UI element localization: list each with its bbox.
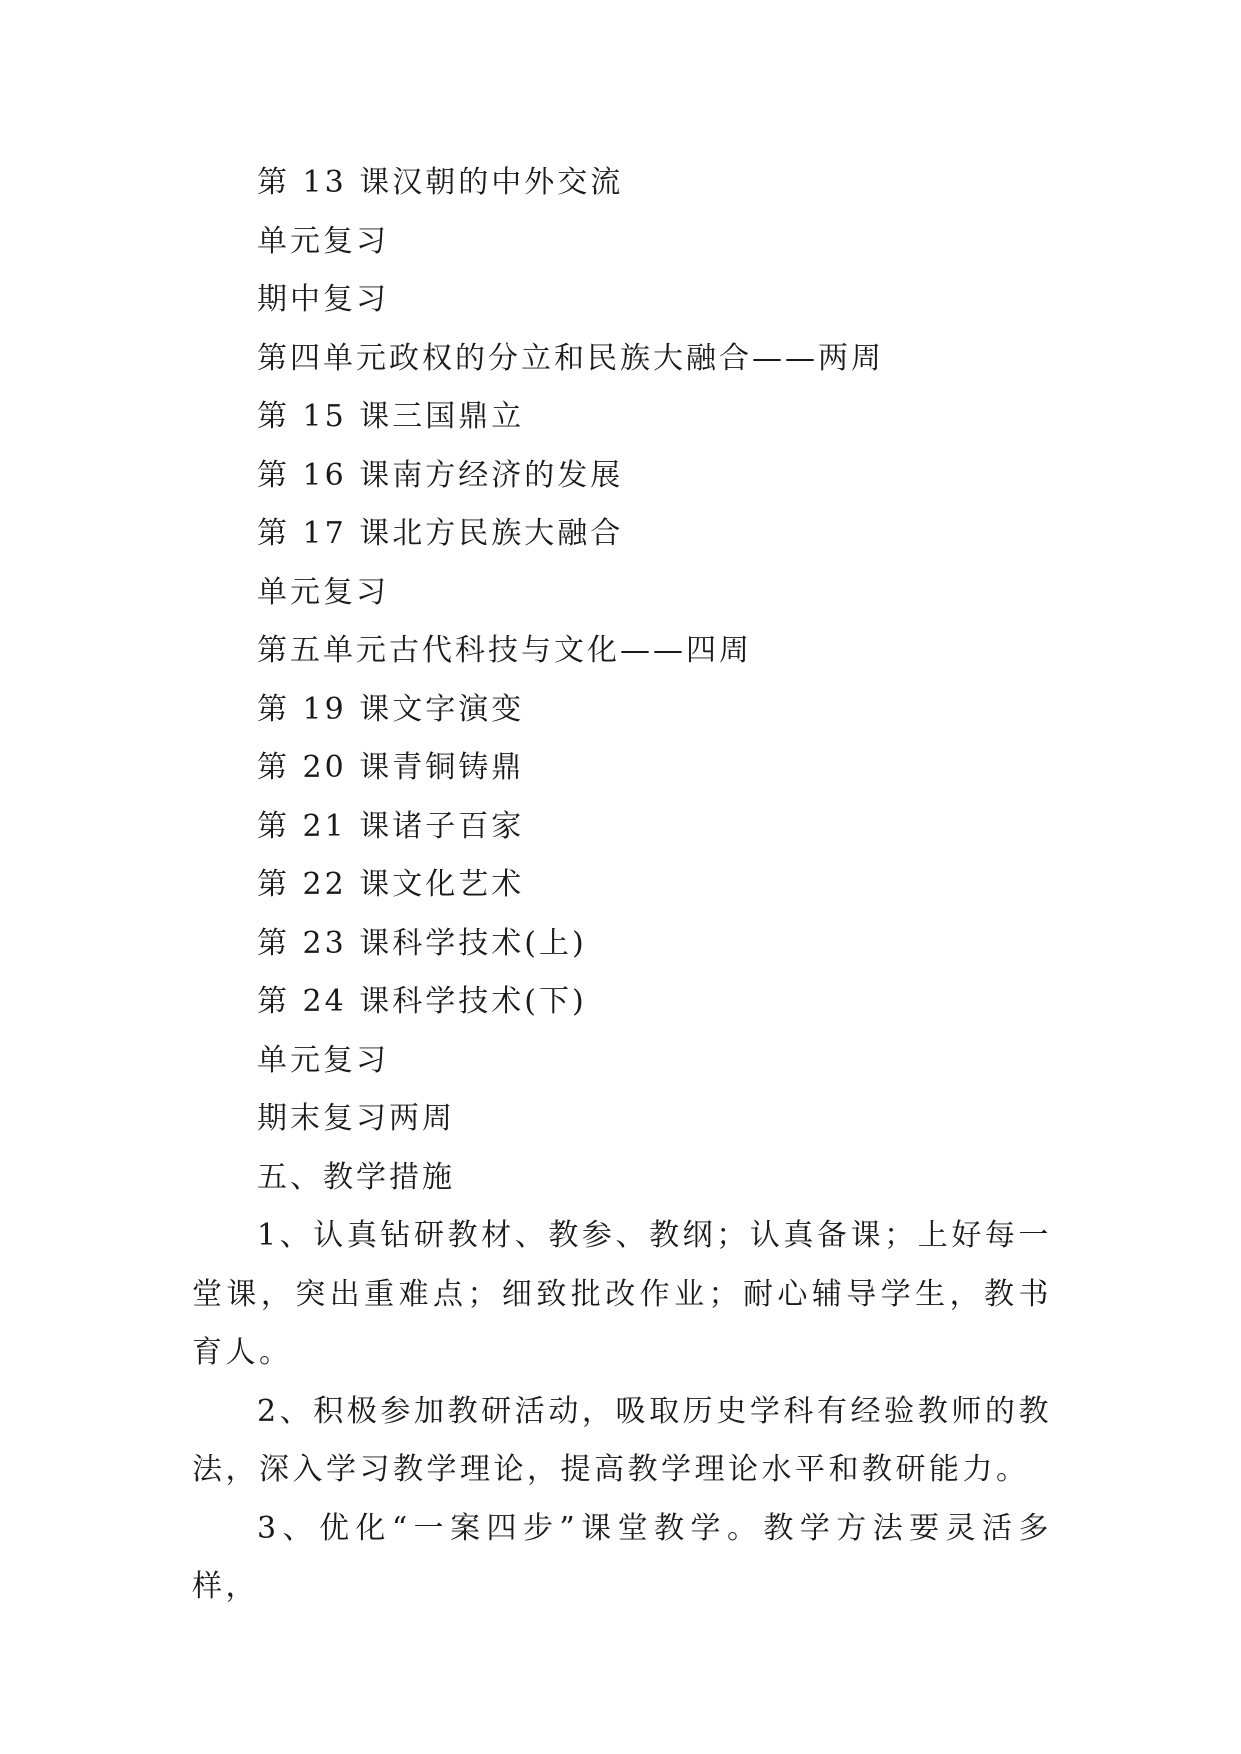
outline-item: 期末复习两周 [257,1101,455,1136]
outline-item: 单元复习 [257,1042,389,1078]
outline-unit-heading: 第四单元政权的分立和民族大融合——两周 [257,340,884,376]
outline-item: 第 19 课文字演变 [257,691,525,727]
outline-item: 期中复习 [257,282,389,317]
document-body [192,154,1052,1617]
outline-unit-heading: 第五单元古代科技与文化——四周 [257,633,752,668]
outline-item: 第 22 课文化艺术 [257,867,525,902]
outline-item: 第 13 课汉朝的中外交流 [257,165,624,200]
outline-item: 第 17 课北方民族大融合 [257,516,624,551]
outline-item: 第 24 课科学技术(下) [257,984,587,1019]
outline-item: 第 20 课青铜铸鼎 [257,750,525,785]
outline-item: 第 21 课诸子百家 [257,808,525,844]
section-heading: 五、教学措施 [257,1159,455,1195]
outline-item: 单元复习 [257,574,389,610]
measure-paragraph-3: 3、优化“一案四步”课堂教学。教学方法要灵活多样， [192,1510,1052,1604]
measure-paragraph-2: 2、积极参加教研活动，吸取历史学科有经验教师的教法，深入学习教学理论，提高教学理论水平和教研能力。 [192,1393,1052,1487]
outline-item: 单元复习 [257,223,389,259]
outline-item: 第 15 课三国鼎立 [257,399,525,434]
outline-item: 第 23 课科学技术(上) [257,925,587,961]
outline-item: 第 16 课南方经济的发展 [257,457,624,493]
measure-paragraph-1: 1、认真钻研教材、教参、教纲；认真备课；上好每一堂课，突出重难点；细致批改作业；耐心辅导学生，教书育人。 [192,1218,1052,1370]
